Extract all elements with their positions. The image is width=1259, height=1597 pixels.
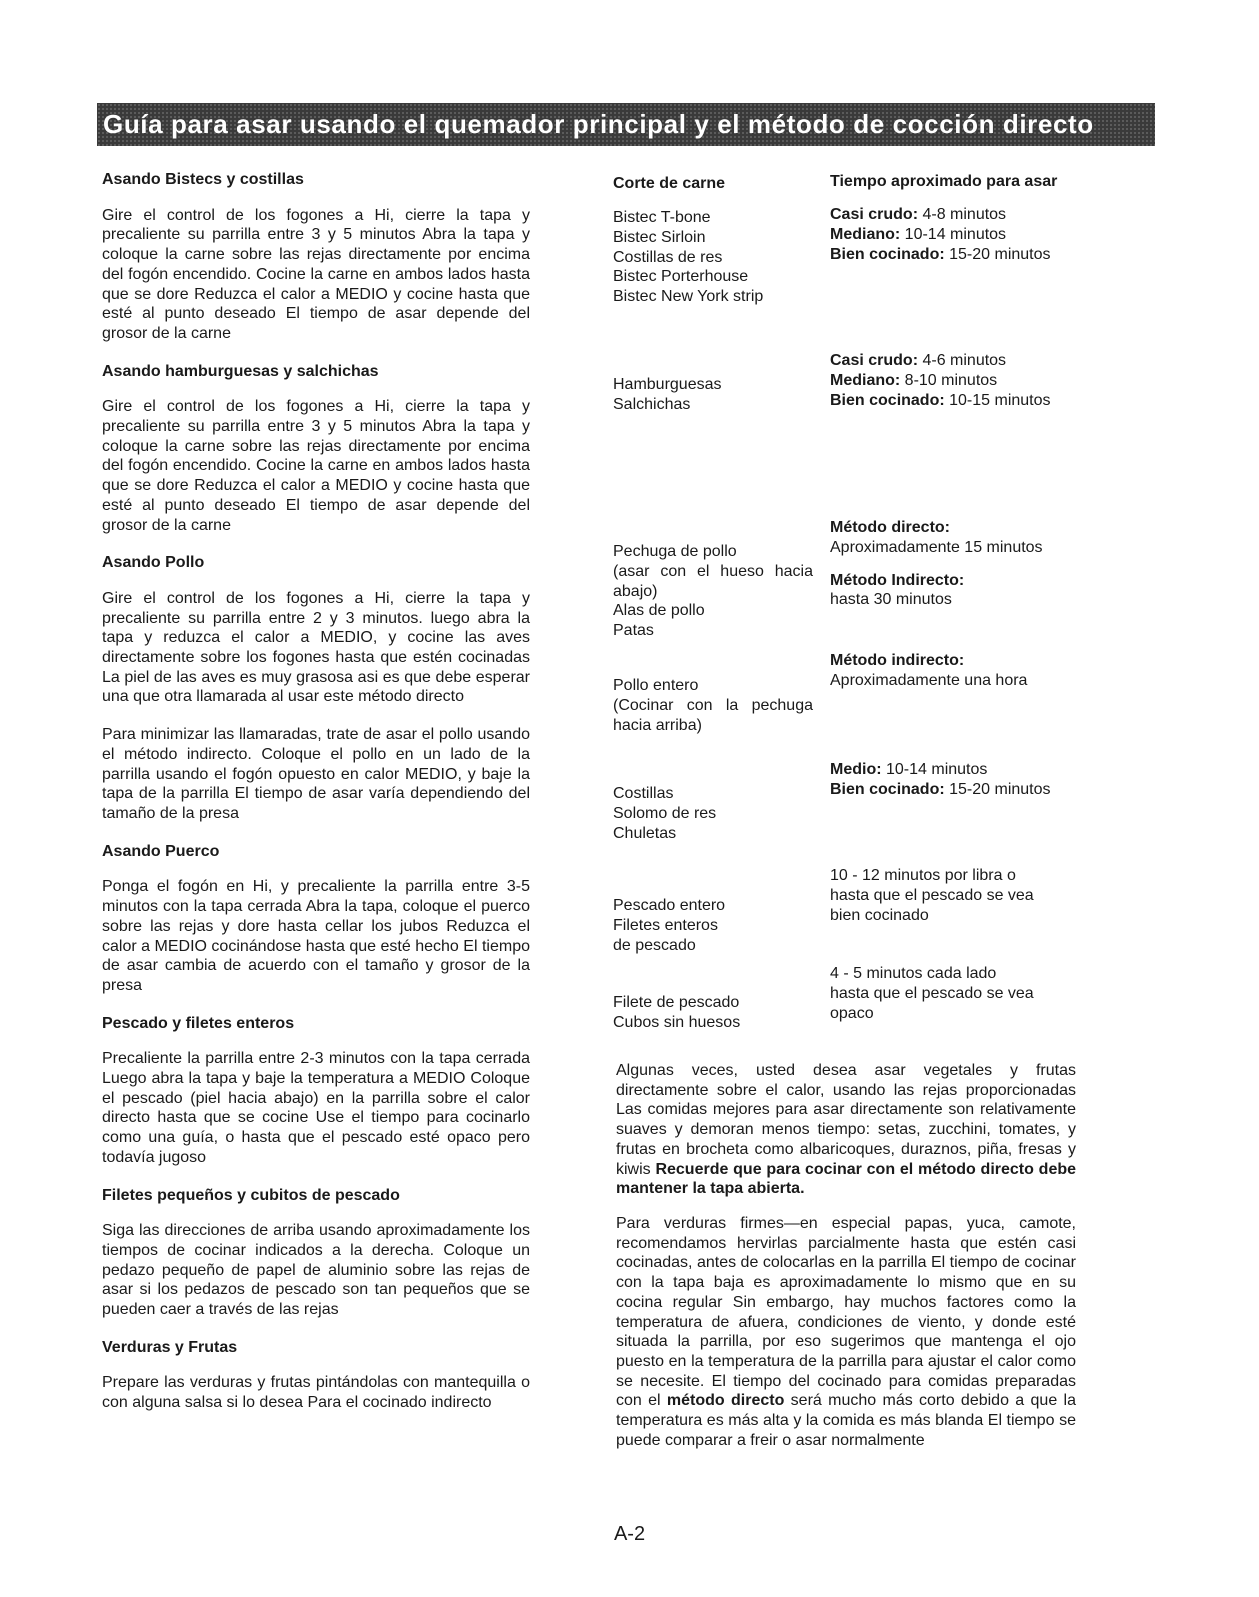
table-cell-cuts-pork [613, 784, 813, 843]
list-item: Bien cocinado: 15-20 minutos [830, 780, 1051, 798]
list-item: Pescado entero [613, 897, 726, 914]
section-paragraph: Siga las direcciones de arriba usando aproximadamente los tiempos de cocinar indicados a la derecha. Coloque un pedazo pequeño de papel de aluminio sobre las rejas de asar si los pedazos de pescado son tan pequeños que se pueden caer a través de las rejas [102, 1222, 530, 1319]
section-heading: Asando Puerco [102, 842, 220, 860]
section-pork [102, 842, 530, 996]
section-heading: Asando hamburguesas y salchichas [102, 362, 379, 380]
section-heading: Asando Pollo [102, 554, 205, 572]
table-cell-times-fillets [830, 964, 1080, 1023]
left-column [102, 170, 530, 1431]
list-item: Filetes enteros [613, 916, 718, 934]
list-item: Salchichas [613, 395, 691, 413]
list-item: Mediano: 10-14 minutos [830, 225, 1007, 243]
list-item: Pechuga de pollo [613, 543, 737, 560]
list-item: bien cocinado [830, 906, 929, 924]
table-cell-cuts-burgers [613, 375, 813, 415]
section-paragraph: Gire el control de los fogones a Hi, cierre la tapa y precaliente su parrilla entre 3 y 5 minutos Abra la tapa y coloque la carne sobre las rejas directamente por encima del fogón encendido. Cocine la carne en ambos lados hasta que se dore Reduzca el calor a MEDIO y cocine hasta que esté al punto deseado El tiempo de asar depende del grosor de la carne [102, 398, 530, 534]
section-paragraph: Gire el control de los fogones a Hi, cierre la tapa y precaliente su parrilla entre 2 y 3 minutos. luego abra la tapa y reduzca el calor a MEDIO, y cocine las aves directamente sobre los fogones hasta que estén cocinadas La piel de las aves es muy grasosa asi es que debe esperar una que otra llamarada al usar este método directo [102, 589, 530, 706]
section-heading: Asando Bistecs y costillas [102, 171, 304, 188]
list-item: opaco [830, 1004, 874, 1022]
table-cell-cuts-steaks [613, 208, 813, 307]
method-value: Aproximadamente 15 minutos [830, 538, 1043, 556]
section-paragraph: Para minimizar las llamaradas, trate de asar el pollo usando el método indirecto. Coloque el pollo en un lado de la parrilla usando el fogón opuesto en calor MEDIO, y baje la tapa de la parrilla El tiempo de asar varía dependiendo del tamaño de la presa [102, 726, 530, 822]
vegetables-paragraph: Algunas veces, usted desea asar vegetales y frutas directamente sobre el calor, usando las rejas proporcionadas Las comidas mejores para asar directamente son relativamente suaves y demoran menos tiempo: setas, zucchini, tomates, y frutas en brocheta como albaricoques, duraznos, piña, fresas y kiwis Recuerde que para cocinar con el método directo debe mantener la tapa abierta. [616, 1062, 1077, 1198]
table-cell-cuts-chicken [613, 542, 813, 641]
section-vegetables [102, 1338, 530, 1413]
section-burgers [102, 362, 530, 536]
section-heading: Verduras y Frutas [102, 1338, 238, 1356]
firm-vegetables-paragraph: Para verduras firmes—en especial papas, yuca, camote, recomendamos hervirlas parcialmente hasta que estén casi cocinadas, antes de colocarlas en la parrilla El tiempo de cocinar con la tapa baja es aproximadamente lo mismo que en su cocina regular Sin embargo, hay muchos factores como la temperatura de afuera, condiciones de viento, y donde esté situada la parrilla, por eso sugerimos que mantenga el ojo puesto en la temperatura de la parrilla para ajustar el calor como se necesite. El tiempo del cocinado para comidas preparadas con el método directo será mucho más corto debido a que la temperatura es más alta y la comida es más blanda El tiempo se puede comparar a freir o asar normalmente [616, 1215, 1077, 1449]
list-item: Costillas [613, 785, 674, 802]
table-cell-times-pork [830, 760, 1080, 800]
list-item: Mediano: 8-10 minutos [830, 371, 998, 389]
list-item: Filete de pescado [613, 994, 740, 1011]
list-item: hasta que el pescado se vea [830, 984, 1034, 1002]
list-item: (Cocinar con la pechuga hacia arriba) [613, 696, 813, 734]
list-item: Casi crudo: 4-6 minutos [830, 352, 1007, 369]
list-item: Bistec T-bone [613, 209, 711, 226]
table-cell-cuts-whole-chicken [613, 676, 813, 735]
section-heading: Filetes pequeños y cubitos de pescado [102, 1186, 400, 1204]
list-item: Cubos sin huesos [613, 1013, 741, 1031]
list-item: Casi crudo: 4-8 minutos [830, 206, 1007, 223]
table-header-cut: Corte de carne [613, 175, 726, 192]
list-item: 10 - 12 minutos por libra o [830, 867, 1016, 884]
table-cell-cuts-fish [613, 896, 813, 955]
method-label: Método Indirecto: [830, 571, 965, 589]
list-item: Solomo de res [613, 804, 717, 822]
list-item: Bistec New York strip [613, 288, 764, 306]
list-item: hasta que el pescado se vea [830, 886, 1034, 904]
table-cell-times-steaks [830, 205, 1080, 264]
section-paragraph: Ponga el fogón en Hi, y precaliente la parrilla entre 3-5 minutos con la tapa cerrada Abra la tapa, coloque el puerco sobre las rejas y dore hasta cellar los jubos Reduzca el calor a MEDIO cocinándose hasta que esté hecho El tiempo de asar cambia de acuerdo con el tamaño y grosor de la presa [102, 878, 530, 994]
table-cell-times-chicken [830, 518, 1080, 610]
method-value: Aproximadamente una hora [830, 671, 1028, 689]
table-cell-times-fish [830, 866, 1080, 925]
table-cell-cuts-fillets [613, 993, 813, 1033]
title-banner [97, 103, 1155, 146]
list-item: Medio: 10-14 minutos [830, 761, 988, 778]
list-item: (asar con el hueso hacia abajo) [613, 562, 813, 600]
method-label: Método directo: [830, 519, 950, 536]
section-whole-fish [102, 1014, 530, 1168]
table-header-time: Tiempo aproximado para asar [830, 173, 1058, 190]
section-paragraph: Gire el control de los fogones a Hi, cierre la tapa y precaliente su parrilla entre 3 y 5 minutos Abra la tapa y coloque la carne sobre las rejas directamente por encima del fogón encendido. Cocine la carne en ambos lados hasta que se dore Reduzca el calor a MEDIO y cocine hasta que esté al punto deseado El tiempo de asar depende del grosor de la carne [102, 206, 530, 342]
list-item: de pescado [613, 936, 696, 954]
section-paragraph: Precaliente la parrilla entre 2-3 minutos con la tapa cerrada Luego abra la tapa y baje la temperatura a MEDIO Coloque el pescado (piel hacia abajo) en la parrilla sobre el calor directo hasta que se cocine Use el tiempo para cocinarlo como una guía, o hasta que el pescado esté opaco pero todavía jugoso [102, 1050, 530, 1166]
method-value: hasta 30 minutos [830, 591, 952, 609]
section-fish-pieces [102, 1186, 530, 1320]
page-title: Guía para asar usando el quemador principal y el método de cocción directo [103, 109, 1094, 139]
list-item: Hamburguesas [613, 376, 722, 393]
list-item: Pollo entero [613, 677, 699, 694]
reminder-text: Recuerde que para cocinar con el método directo debe mantener la tapa abierta. [616, 1160, 1077, 1198]
section-paragraph: Prepare las verduras y frutas pintándolas con mantequilla o con alguna salsa si lo desea Para el cocinado indirecto [102, 1374, 530, 1412]
list-item: Bien cocinado: 15-20 minutos [830, 245, 1051, 263]
section-heading: Pescado y filetes enteros [102, 1014, 295, 1032]
section-chicken [102, 553, 530, 823]
list-item: Chuletas [613, 824, 677, 842]
table-cell-times-burgers [830, 351, 1080, 410]
list-item: Costillas de res [613, 248, 723, 266]
table-cell-times-whole-chicken [830, 651, 1080, 691]
list-item: Bistec Porterhouse [613, 268, 749, 286]
list-item: Patas [613, 622, 654, 640]
section-steaks [102, 170, 530, 344]
list-item: Bien cocinado: 10-15 minutos [830, 391, 1051, 409]
method-label: Método indirecto: [830, 652, 965, 669]
list-item: 4 - 5 minutos cada lado [830, 965, 997, 982]
list-item: Alas de pollo [613, 602, 705, 620]
list-item: Bistec Sirloin [613, 228, 706, 246]
page-number: A-2 [613, 1523, 646, 1545]
